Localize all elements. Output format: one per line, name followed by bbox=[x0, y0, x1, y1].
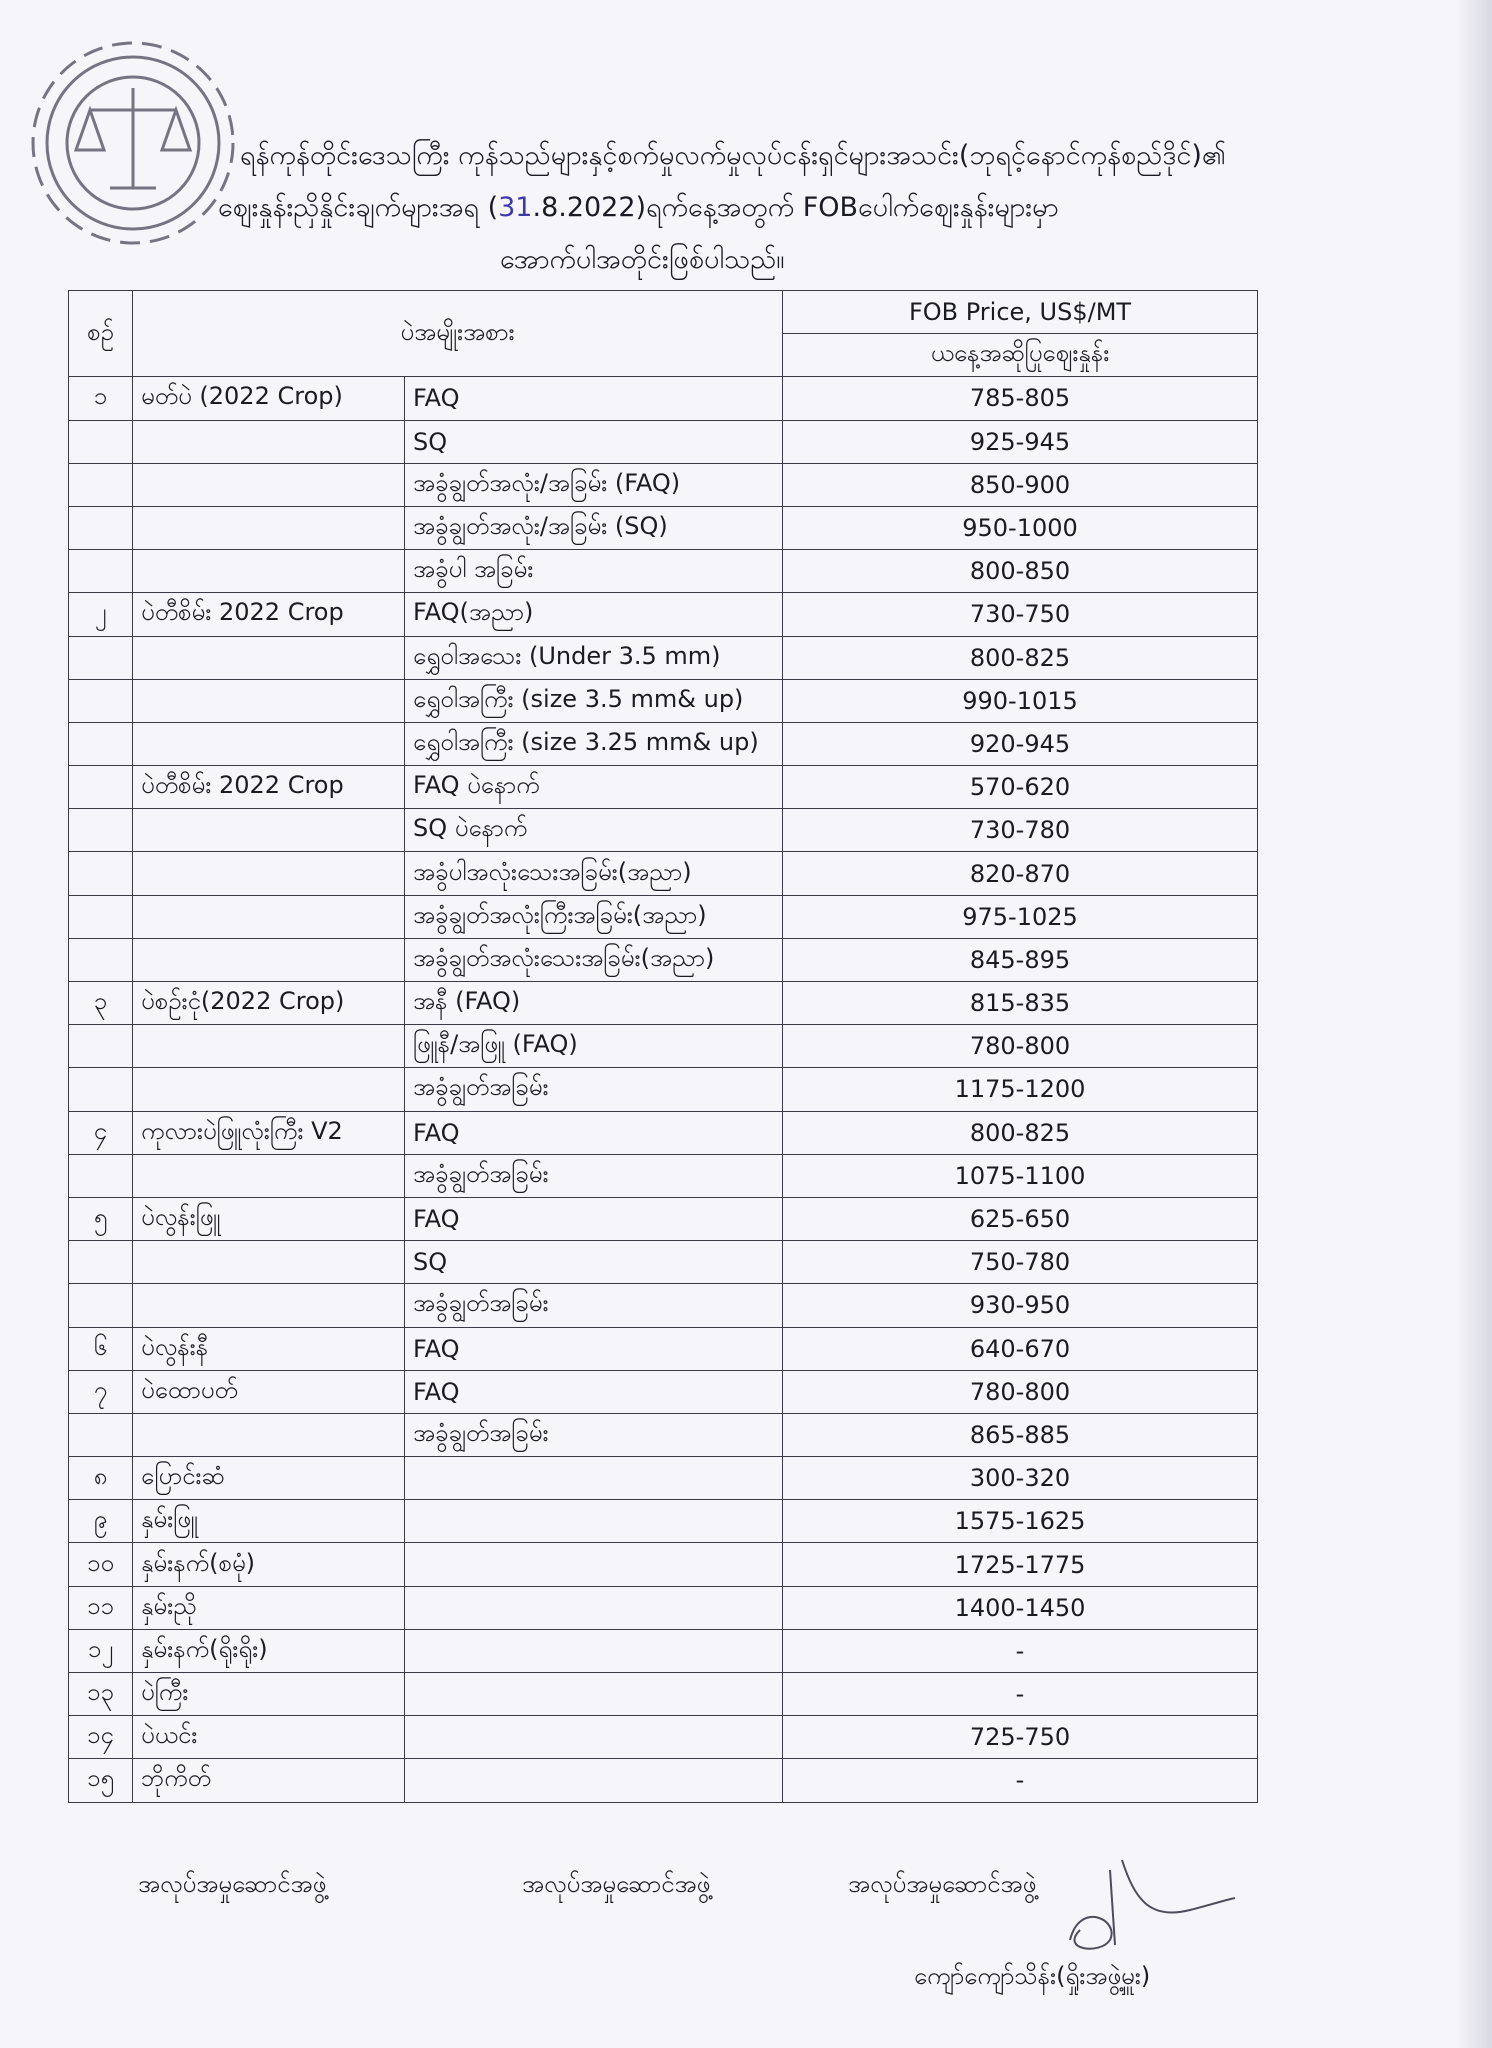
cell-no bbox=[69, 1241, 133, 1284]
table-row bbox=[69, 1500, 1258, 1543]
cell-item bbox=[133, 1413, 405, 1456]
cell-no bbox=[69, 1413, 133, 1456]
cell-item: ဘိုကိတ် bbox=[133, 1759, 405, 1802]
table-row bbox=[69, 550, 1258, 593]
cell-no: ၁၅ bbox=[69, 1759, 133, 1802]
table-row bbox=[69, 1457, 1258, 1500]
table-row bbox=[69, 1716, 1258, 1759]
header-line-3: အောက်ပါအတိုင်းဖြစ်ပါသည်။ bbox=[500, 244, 785, 275]
table-row bbox=[69, 593, 1258, 636]
cell-price: 975-1025 bbox=[783, 895, 1258, 938]
table-row bbox=[69, 1025, 1258, 1068]
signature-label-3: အလုပ်အမှုဆောင်အဖွဲ့ bbox=[848, 1870, 1037, 1898]
cell-grade: အနီ (FAQ) bbox=[405, 982, 783, 1025]
table-row bbox=[69, 1327, 1258, 1370]
table-row bbox=[69, 420, 1258, 463]
cell-price: - bbox=[783, 1629, 1258, 1672]
cell-item bbox=[133, 895, 405, 938]
cell-price: - bbox=[783, 1673, 1258, 1716]
cell-item: ပဲလွန်းဖြူ bbox=[133, 1197, 405, 1240]
cell-no: ၁၁ bbox=[69, 1586, 133, 1629]
cell-grade: FAQ bbox=[405, 1197, 783, 1240]
table-row bbox=[69, 852, 1258, 895]
cell-no bbox=[69, 463, 133, 506]
table-row bbox=[69, 1586, 1258, 1629]
table-row bbox=[69, 506, 1258, 549]
cell-price: 640-670 bbox=[783, 1327, 1258, 1370]
column-header-price: FOB Price, US$/MT bbox=[783, 291, 1258, 334]
cell-price: 780-800 bbox=[783, 1025, 1258, 1068]
cell-grade: အခွံပါ အခြမ်း bbox=[405, 550, 783, 593]
table-row bbox=[69, 463, 1258, 506]
table-row bbox=[69, 1154, 1258, 1197]
table-row bbox=[69, 1370, 1258, 1413]
cell-grade: အခွံချွတ်အခြမ်း bbox=[405, 1154, 783, 1197]
cell-price: - bbox=[783, 1759, 1258, 1802]
cell-no bbox=[69, 1154, 133, 1197]
table-row bbox=[69, 1284, 1258, 1327]
signatory-name: ကျော်ကျော်သိန်း(ရှိုးအဖွဲ့မှူး) bbox=[914, 1962, 1151, 1990]
cell-grade: FAQ bbox=[405, 1327, 783, 1370]
cell-no bbox=[69, 938, 133, 981]
handwritten-signature-icon bbox=[1040, 1840, 1240, 1960]
cell-price: 930-950 bbox=[783, 1284, 1258, 1327]
cell-no bbox=[69, 420, 133, 463]
cell-item bbox=[133, 550, 405, 593]
cell-grade: FAQ bbox=[405, 1111, 783, 1154]
table-row bbox=[69, 982, 1258, 1025]
cell-item: ပဲတီစိမ်း 2022 Crop bbox=[133, 766, 405, 809]
header-line-2-suffix: .8.2022)ရက်နေ့အတွက် FOBပေါက်ဈေးနှုန်းများမှာ bbox=[532, 192, 1059, 223]
cell-price: 865-885 bbox=[783, 1413, 1258, 1456]
cell-item: နှမ်းနက်(ရိုးရိုး) bbox=[133, 1629, 405, 1672]
cell-grade: ရွှေဝါအသေး (Under 3.5 mm) bbox=[405, 636, 783, 679]
cell-price: 780-800 bbox=[783, 1370, 1258, 1413]
cell-grade: အခွံချွတ်အခြမ်း bbox=[405, 1068, 783, 1111]
cell-item bbox=[133, 722, 405, 765]
header-line-2 bbox=[218, 190, 1059, 230]
cell-no bbox=[69, 636, 133, 679]
cell-item: ပဲကြီး bbox=[133, 1673, 405, 1716]
cell-item bbox=[133, 1068, 405, 1111]
price-table bbox=[68, 290, 1258, 1803]
cell-grade: FAQ(အညာ) bbox=[405, 593, 783, 636]
cell-item: နှမ်းနက်(စမုံ) bbox=[133, 1543, 405, 1586]
table-row bbox=[69, 1629, 1258, 1672]
table-row bbox=[69, 766, 1258, 809]
column-header-price-sub: ယနေ့အဆိုပြုဈေးနှုန်း bbox=[783, 334, 1258, 377]
table-row bbox=[69, 1413, 1258, 1456]
cell-price: 990-1015 bbox=[783, 679, 1258, 722]
cell-grade: အခွံချွတ်အခြမ်း bbox=[405, 1284, 783, 1327]
cell-grade bbox=[405, 1759, 783, 1802]
cell-item: ပဲထောပတ် bbox=[133, 1370, 405, 1413]
cell-no: ၄ bbox=[69, 1111, 133, 1154]
cell-item: ပြောင်းဆံ bbox=[133, 1457, 405, 1500]
table-row bbox=[69, 679, 1258, 722]
cell-price: 625-650 bbox=[783, 1197, 1258, 1240]
cell-no: ၁၄ bbox=[69, 1716, 133, 1759]
table-row bbox=[69, 636, 1258, 679]
cell-grade: အခွံချွတ်အလုံးကြီးအခြမ်း(အညာ) bbox=[405, 895, 783, 938]
cell-price: 950-1000 bbox=[783, 506, 1258, 549]
cell-item bbox=[133, 809, 405, 852]
table-row bbox=[69, 895, 1258, 938]
cell-item bbox=[133, 679, 405, 722]
cell-item bbox=[133, 1025, 405, 1068]
cell-no bbox=[69, 722, 133, 765]
header-date-day: 31 bbox=[498, 192, 533, 223]
cell-price: 1075-1100 bbox=[783, 1154, 1258, 1197]
cell-no bbox=[69, 766, 133, 809]
page-edge-shadow bbox=[1456, 0, 1492, 2048]
cell-price: 815-835 bbox=[783, 982, 1258, 1025]
cell-no: ၅ bbox=[69, 1197, 133, 1240]
table-row bbox=[69, 1543, 1258, 1586]
cell-item: ကုလားပဲဖြူလုံးကြီး V2 bbox=[133, 1111, 405, 1154]
cell-item: နှမ်းဖြူ bbox=[133, 1500, 405, 1543]
cell-no bbox=[69, 895, 133, 938]
cell-item: မတ်ပဲ (2022 Crop) bbox=[133, 377, 405, 420]
cell-no bbox=[69, 852, 133, 895]
cell-grade bbox=[405, 1716, 783, 1759]
cell-no: ၇ bbox=[69, 1370, 133, 1413]
cell-price: 925-945 bbox=[783, 420, 1258, 463]
cell-no bbox=[69, 679, 133, 722]
table-row bbox=[69, 809, 1258, 852]
cell-grade: SQ bbox=[405, 1241, 783, 1284]
cell-grade: အခွံချွတ်အလုံးသေးအခြမ်း(အညာ) bbox=[405, 938, 783, 981]
cell-item: နှမ်းညို bbox=[133, 1586, 405, 1629]
association-seal-icon bbox=[18, 28, 248, 258]
cell-no bbox=[69, 550, 133, 593]
table-row bbox=[69, 938, 1258, 981]
cell-price: 800-850 bbox=[783, 550, 1258, 593]
cell-item bbox=[133, 1241, 405, 1284]
cell-price: 800-825 bbox=[783, 1111, 1258, 1154]
cell-price: 730-750 bbox=[783, 593, 1258, 636]
cell-grade bbox=[405, 1457, 783, 1500]
cell-grade: ရွှေဝါအကြီး (size 3.25 mm& up) bbox=[405, 722, 783, 765]
cell-no bbox=[69, 1068, 133, 1111]
table-row bbox=[69, 377, 1258, 420]
cell-price: 845-895 bbox=[783, 938, 1258, 981]
cell-no bbox=[69, 506, 133, 549]
cell-grade: ရွှေဝါအကြီး (size 3.5 mm& up) bbox=[405, 679, 783, 722]
table-row bbox=[69, 1111, 1258, 1154]
cell-no: ၉ bbox=[69, 1500, 133, 1543]
cell-price: 1725-1775 bbox=[783, 1543, 1258, 1586]
cell-grade: FAQ ပဲနောက် bbox=[405, 766, 783, 809]
cell-grade bbox=[405, 1673, 783, 1716]
cell-price: 300-320 bbox=[783, 1457, 1258, 1500]
cell-no: ၁ bbox=[69, 377, 133, 420]
cell-grade: FAQ bbox=[405, 1370, 783, 1413]
cell-grade: အခွံချွတ်အလုံး/အခြမ်း (SQ) bbox=[405, 506, 783, 549]
cell-price: 920-945 bbox=[783, 722, 1258, 765]
cell-no: ၁၃ bbox=[69, 1673, 133, 1716]
cell-no: ၁၂ bbox=[69, 1629, 133, 1672]
header-line-2-prefix: ဈေးနှုန်းညှိနှိုင်းချက်များအရ ( bbox=[218, 192, 499, 223]
cell-item bbox=[133, 1284, 405, 1327]
cell-item: ပဲလွန်းနီ bbox=[133, 1327, 405, 1370]
cell-item: ပဲတီစိမ်း 2022 Crop bbox=[133, 593, 405, 636]
cell-item bbox=[133, 1154, 405, 1197]
cell-price: 820-870 bbox=[783, 852, 1258, 895]
cell-no: ၂ bbox=[69, 593, 133, 636]
table-row bbox=[69, 722, 1258, 765]
cell-grade: SQ ပဲနောက် bbox=[405, 809, 783, 852]
cell-grade bbox=[405, 1629, 783, 1672]
table-row bbox=[69, 1197, 1258, 1240]
cell-no: ၃ bbox=[69, 982, 133, 1025]
cell-price: 850-900 bbox=[783, 463, 1258, 506]
cell-grade: အခွံပါအလုံးသေးအခြမ်း(အညာ) bbox=[405, 852, 783, 895]
cell-price: 785-805 bbox=[783, 377, 1258, 420]
signature-label-1: အလုပ်အမှုဆောင်အဖွဲ့ bbox=[138, 1870, 327, 1898]
table-row bbox=[69, 1673, 1258, 1716]
cell-no: ၆ bbox=[69, 1327, 133, 1370]
cell-item: ပဲစဉ်းငုံ(2022 Crop) bbox=[133, 982, 405, 1025]
cell-grade bbox=[405, 1543, 783, 1586]
cell-price: 750-780 bbox=[783, 1241, 1258, 1284]
cell-price: 730-780 bbox=[783, 809, 1258, 852]
table-row bbox=[69, 1759, 1258, 1802]
cell-item bbox=[133, 636, 405, 679]
signature-label-2: အလုပ်အမှုဆောင်အဖွဲ့ bbox=[522, 1870, 711, 1898]
cell-grade: SQ bbox=[405, 420, 783, 463]
cell-grade: ဖြူနီ/အဖြူ (FAQ) bbox=[405, 1025, 783, 1068]
cell-grade: အခွံချွတ်အလုံး/အခြမ်း (FAQ) bbox=[405, 463, 783, 506]
cell-item bbox=[133, 506, 405, 549]
cell-price: 1400-1450 bbox=[783, 1586, 1258, 1629]
cell-no bbox=[69, 1025, 133, 1068]
table-row bbox=[69, 1241, 1258, 1284]
cell-item: ပဲယင်း bbox=[133, 1716, 405, 1759]
cell-grade: အခွံချွတ်အခြမ်း bbox=[405, 1413, 783, 1456]
cell-no: ၁၀ bbox=[69, 1543, 133, 1586]
cell-item bbox=[133, 852, 405, 895]
cell-item bbox=[133, 463, 405, 506]
cell-item bbox=[133, 938, 405, 981]
cell-price: 800-825 bbox=[783, 636, 1258, 679]
cell-price: 1175-1200 bbox=[783, 1068, 1258, 1111]
cell-no bbox=[69, 809, 133, 852]
table-row bbox=[69, 1068, 1258, 1111]
price-table-body bbox=[69, 377, 1258, 1802]
cell-grade bbox=[405, 1500, 783, 1543]
cell-price: 1575-1625 bbox=[783, 1500, 1258, 1543]
cell-price: 725-750 bbox=[783, 1716, 1258, 1759]
cell-price: 570-620 bbox=[783, 766, 1258, 809]
cell-no bbox=[69, 1284, 133, 1327]
header-line-1: ရန်ကုန်တိုင်းဒေသကြီး ကုန်သည်များနှင့်စက်မှုလက်မှုလုပ်ငန်းရှင်များအသင်း(ဘုရင့်နောင်ကုန်စည်ဒိုင်)၏ bbox=[240, 140, 1226, 171]
cell-no: ၈ bbox=[69, 1457, 133, 1500]
column-header-item: ပဲအမျိုးအစား bbox=[133, 291, 783, 377]
cell-grade bbox=[405, 1586, 783, 1629]
cell-grade: FAQ bbox=[405, 377, 783, 420]
column-header-no: စဉ် bbox=[69, 291, 133, 377]
cell-item bbox=[133, 420, 405, 463]
